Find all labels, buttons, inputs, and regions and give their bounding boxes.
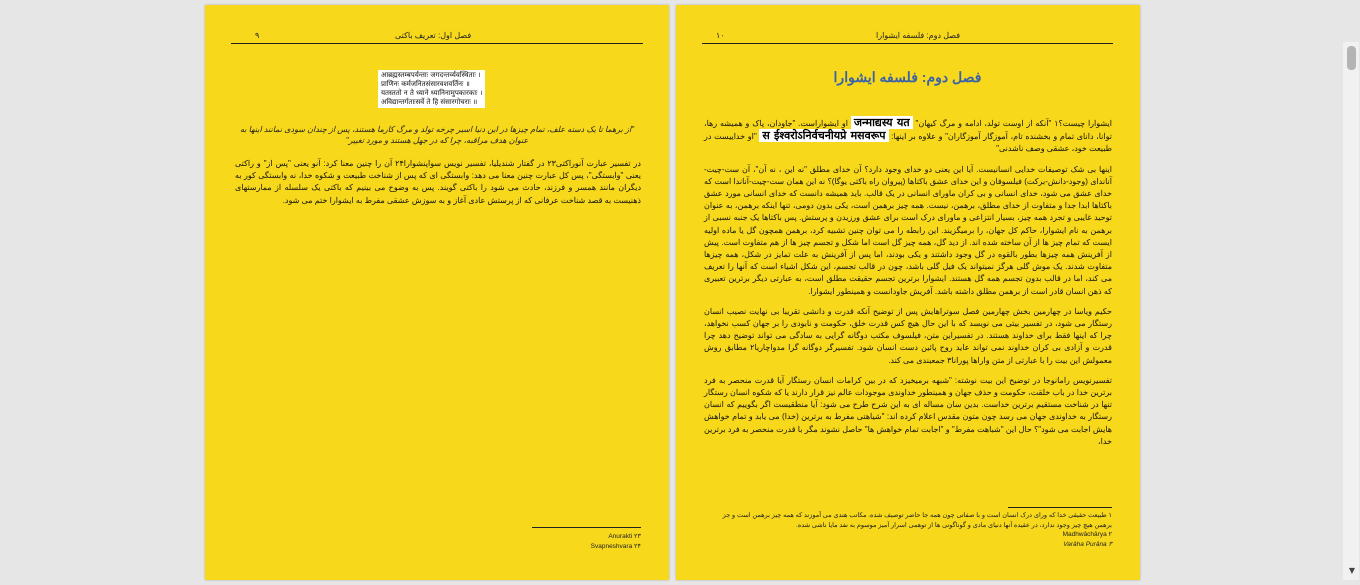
left-body-text	[235, 158, 641, 215]
sanskrit-line: प्राणिनः कर्मजनितसंसारवशवर्तिनः ॥	[381, 80, 470, 88]
left-page-number: ۹	[255, 31, 260, 40]
left-footnote-rule	[532, 527, 641, 528]
sanskrit-line: आब्रह्मस्तम्बपर्यन्ताः जगदन्तर्व्यवस्थिताः ।	[381, 71, 481, 79]
scroll-down-arrow-icon[interactable]: ▼	[1348, 566, 1355, 575]
footnote-23: ۲۳ Anurakti	[608, 533, 641, 540]
left-page-header-title: فصل اول: تعریف باکتی	[395, 31, 472, 40]
page-9	[205, 5, 669, 580]
vertical-scrollbar[interactable]	[1343, 42, 1359, 580]
right-paragraph-2: اینها بی شک توصیفات خدایی انسانیست. آیا این یعنی دو خدای وجود دارد؟ آن خدای مطلق "نه این ، نه آن"، آن ست-چیت-آناندای (وجود-دانش-برکت) فیلسوفان و این خدای عشق باکتاها (پیروان راه باکتی یوگا)؟ نه این همان ست-چیت-آناندا است که خدای عشق می شود، خدای انسانی و بی کران ماورای انسانی در یک قالب. باید همیشه دانست که خدای انسانی مورد عشق باکتاها ابدا جدا و متفاوت از خدای مطلق، برهمن، نیست. همه چیز برهمن است، یکی بدون دومی، تنها اینکه برهمن، به عنوان توحید غایبی و تجرد همه چیز، بسیار انتزاعی و ماورای درک است برای عشق ورزیدن و پرستش. پس باکتاها یک جنبه نسبی از برهمن به نام ایشوارا، حاکم کل جهان، را برمیگزیند. این رابطه را می توان چنین تشبیه کرد، برهمن همچون گل یا ماده اولیه ایست که تمام چیز ها از آن ساخته شده اند. از دید گل، همه چیز گل است اما شکل و تجسم چیز ها از هم متفاوت است. پیش از آفرینش همه چیزها بطور بالقوه در گل وجود داشتند و یکی بودند، اما پس از آفرینش به علت تمایز در شکل، همه چیزها متفاوت شدند. یک موش گلی هرگز نمیتواند یک فیل گلی باشد، چون در قالب تجسم، این شکل اشیاء است که آنها را تعریف می کند، اما در قالب بدون تجسم همه گل هستند. ایشوارا برترین تجسم حقیقت مطلق است، به عبارتی دیگر برترین تعبیری که ذهن انسان قادر است از برهمن مطلق داشته باشد. آفریش جاودانست و همینطور ایشوارا.	[704, 164, 1112, 296]
sanskrit-line: अविद्यान्तर्गताःसर्वे ते हि संसारगोचराः ॥	[381, 98, 478, 106]
page-10	[676, 5, 1140, 580]
footnote-2: ۲ Madhwâchârya	[1062, 531, 1112, 538]
right-page-number: ۱۰	[716, 31, 725, 40]
sanskrit-line: यतस्ततो न ते ध्याने ध्यानिनामुपकारकाः ।	[381, 89, 483, 97]
verse-translation-quote	[235, 124, 639, 146]
right-paragraph-4: تفسیرنویس رامانوجا در توضیح این بیت نوشته: "شبهه برمیخیزد که در بین کرامات انسان رستگار آیا قدرت منحصر به فرد برترین خدا در باب خلقت، حکومت و حذف جهان و همینطور خداوندی موجودات عالم نیز قرار دارند یا که شکوه انسان رستگار تنها در شناخت مستقیم برترین خداست. بدین سان مساله ای به این شرح طرح می شود: آیا منطقیست اگر بگوییم که انسان رستگار به خداوندی جهان می رسد چون متون مقدس اعلام کرده اند: "شیاهتی مفرط به برترین (خدا) می یابد و تمام خواهش هایش اجابت می شود"؟ حال این "شباهت مفرط" و "اجابت تمام خواهش ها" حاصل نشوند مگر با قدرت منحصر به فرد برترین خدا،	[704, 375, 1112, 446]
footnote-24: ۲۴ Svapneshvara	[590, 542, 641, 550]
quote-line: عنوان هدف مراقبه، چرا که در جهل هستند و مورد تغییر"	[345, 136, 529, 145]
right-footnotes	[704, 511, 1112, 549]
right-body-text	[704, 117, 1112, 456]
right-paragraph-1	[704, 117, 1112, 156]
p1-text-a: ایشوارا چیست؟۱ "آنکه از اوست تولد، ادامه و مرگ کیهان"	[912, 119, 1112, 128]
left-header-rule	[231, 43, 643, 44]
p1-text-b: او ایشواراست. "جاودان، پاک و همیشه رها، توانا، دانای تمام و بخشنده تام، آموزگار آموزگاران" و علاوه بر اینها:	[704, 119, 1112, 142]
chapter-title: فصل دوم: فلسفه ایشوارا	[833, 69, 982, 85]
right-page-header-title: فصل دوم: فلسفه ایشوارا	[876, 31, 961, 40]
sanskrit-verse-block	[378, 70, 485, 108]
right-paragraph-3: حکیم ویاسا در چهارمین بخش چهارمین فصل سوتراهایش پس از توضیح آنکه قدرت و دانشی تقریبا بی نهایت نصیب انسان رستگار می شود، در تفسیر بیتی می نویسد که با این حال هیچ کس قدرت خلق، حکومت و نابودی را بر جهان کسب نخواهد، چرا که اینها فقط برای خداوند هستند. در تفسیراین متن، فیلسوف مکتب دوگانه گرایی به سادگی می تواند توضیح دهد چرا قدرت و آزادی بی کران خداوند نمی تواند عاید روح پائین دست انسان شود. تفسیرگر دوگانه گرا مدواچاریا۲ مطابق روش معمولش این بیت را با عبارتی از متن واراها پورانا۳ جمعبندی می کند.	[704, 306, 1113, 365]
right-header-rule	[702, 43, 1113, 44]
left-footnotes	[461, 532, 641, 551]
p1-text-c: "او خداییست در طبیعت خود، عشقی وصف ناشدنی"	[704, 132, 1112, 154]
right-footnote-rule	[1008, 507, 1112, 508]
scrollbar-thumb[interactable]	[1347, 46, 1356, 70]
sanskrit-inline-1: जन्माद्यस्य यत	[851, 116, 913, 129]
quote-line: "از برهما تا یک دسته علف، تمام چیزها در این دنیا اسیر چرخه تولد و مرگ کارما هستند، پس از چندان سودی نمانند اینها به	[239, 125, 635, 134]
sanskrit-inline-2: स ईश्वरोऽनिर्वचनीयप्रे मसवरूप	[759, 129, 888, 142]
left-paragraph: در تفسیر عبارت آنوراکتی۲۳ در گفتار شندیلیا، تفسیر نویس سواپنشوارا۲۴ آن را چنین معنا کرد: آنو یعنی "پس از" و راکتی یعنی "وابستگی"، پس کل عبارت چنین معنا می دهد: وابستگی ای که پس از شناخت طبیعت و شکوه خدا، نه وابستگی کور به دیگران مانند همسر و فرزند، حادث می شود را باکتی گویند. پس به وضوح می بینیم که باکتی یک سلسله از ممارستهای ذهنیست به قصد شناخت عرفانی که از پرستش عادی آغاز و به سوزش عشقی مفرط به ایشوارا ختم می شود.	[235, 159, 641, 205]
footnote-1: ۱ طبیعت حقیقی خدا که ورای درک انسان است و با صفاتی چون همه جا حاضر توصیف شده. مکاتب هندی می آموزند که همه چیز برهمن است و جز برهمن هیچ چیز وجود ندارد، در عقیده آنها دنیای مادی و گوناگونی ها از توهمی اسرار آمیز موسوم به نفد مایا ناشی شده.	[722, 512, 1112, 529]
footnote-3: ۳ Varâha Purâna	[1063, 540, 1112, 548]
